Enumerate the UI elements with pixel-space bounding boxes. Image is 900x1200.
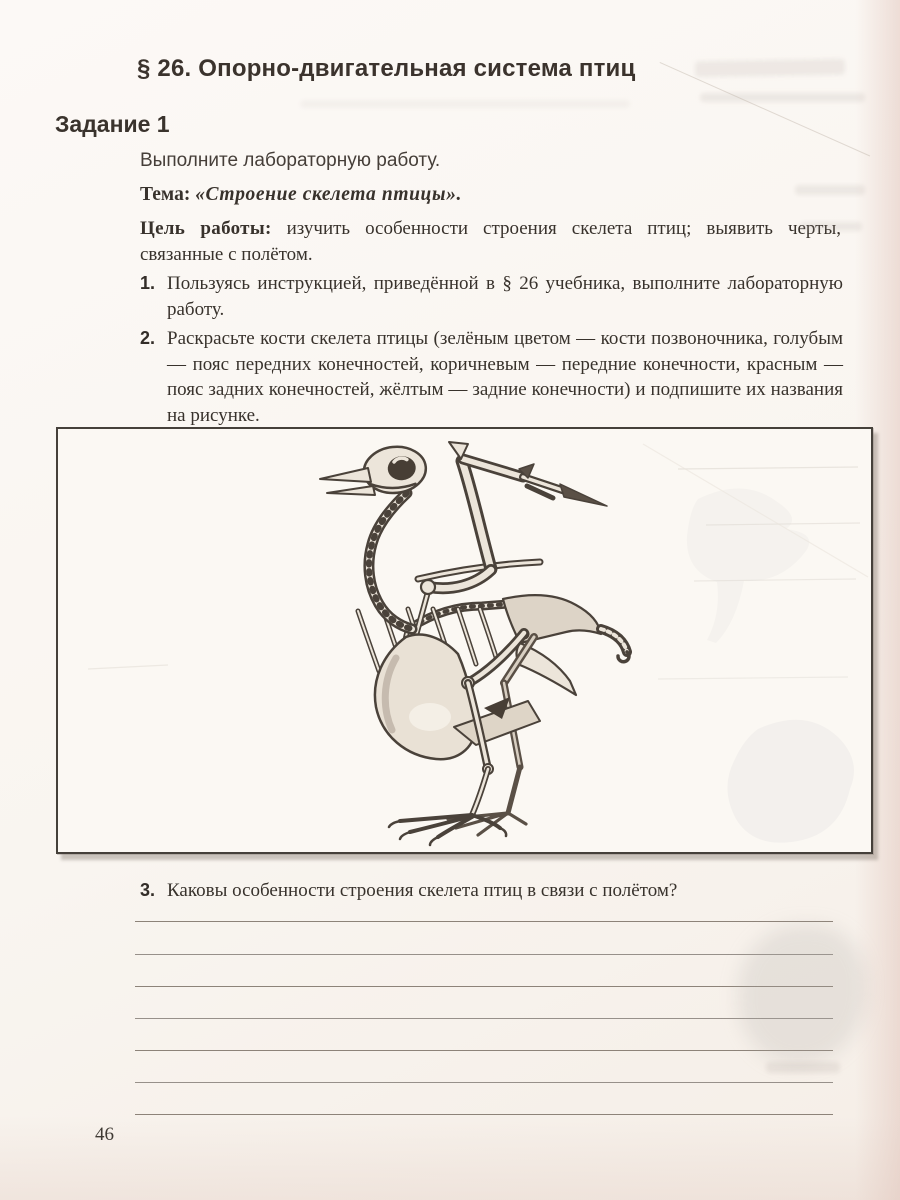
item-text: Каковы особенности строения скелета птиц в связи с полётом? <box>167 880 678 901</box>
item-text: Пользуясь инструкцией, приведённой в § 26 учебника, выполните лабораторную работу. <box>167 273 843 320</box>
scan-bleed-artifact <box>795 185 865 195</box>
scan-bleed-artifact <box>800 222 862 231</box>
task-item-1 <box>140 271 843 322</box>
bird-skeleton-illustration <box>58 429 871 852</box>
answer-line <box>135 1018 833 1019</box>
shoulder-joint <box>421 580 435 594</box>
answer-line <box>135 986 833 987</box>
answer-line <box>135 1114 833 1115</box>
item-number: 1. <box>140 273 156 293</box>
answer-line <box>135 921 833 922</box>
scan-bleed-artifact <box>700 93 865 102</box>
item-number: 3. <box>140 880 156 900</box>
scan-bleed-artifact <box>766 1062 840 1073</box>
bird-skeleton <box>320 442 629 845</box>
scan-bleed-artifact <box>738 925 866 1065</box>
goal-paragraph <box>140 216 841 267</box>
page-title <box>137 55 635 83</box>
task-heading: Задание 1 <box>55 111 170 137</box>
answer-line <box>135 1050 833 1051</box>
tail-pygostyle <box>601 629 629 662</box>
theme-value: «Строение скелета птицы». <box>195 184 462 205</box>
task-item-3 <box>140 878 843 904</box>
page-title-text: Опорно-двигательная система птиц <box>198 55 636 82</box>
answer-line <box>135 954 833 955</box>
scan-crease <box>660 62 871 156</box>
scan-bleed-artifact <box>300 100 630 108</box>
page-number: 46 <box>95 1124 114 1145</box>
goal-label: Цель работы: <box>140 218 272 239</box>
theme-label: Тема: <box>140 184 191 205</box>
intro-text: Выполните лабораторную работу. <box>140 150 441 171</box>
figure-frame <box>56 427 873 854</box>
goal-text: изучить особенности строения скелета птиц; выявить черты, связанные с полётом. <box>140 218 841 265</box>
wing-tip <box>560 484 607 506</box>
answer-line <box>135 1082 833 1083</box>
beak <box>320 468 375 495</box>
paragraph-mark: § 26. <box>137 55 192 82</box>
coracoid-bone <box>415 588 429 639</box>
scan-bleed-artifact <box>695 59 845 78</box>
item-text: Раскрасьте кости скелета птицы (зелёным цветом — кости позвоночника, голубым — пояс передних конечностей, коричневым — передние конечности, красным — пояс задних конечностей, жёлтым — задние конечности) и подпишите их названия на рисунке. <box>167 328 843 426</box>
task-item-2 <box>140 326 843 428</box>
item-number: 2. <box>140 328 156 348</box>
theme-line <box>140 184 462 206</box>
